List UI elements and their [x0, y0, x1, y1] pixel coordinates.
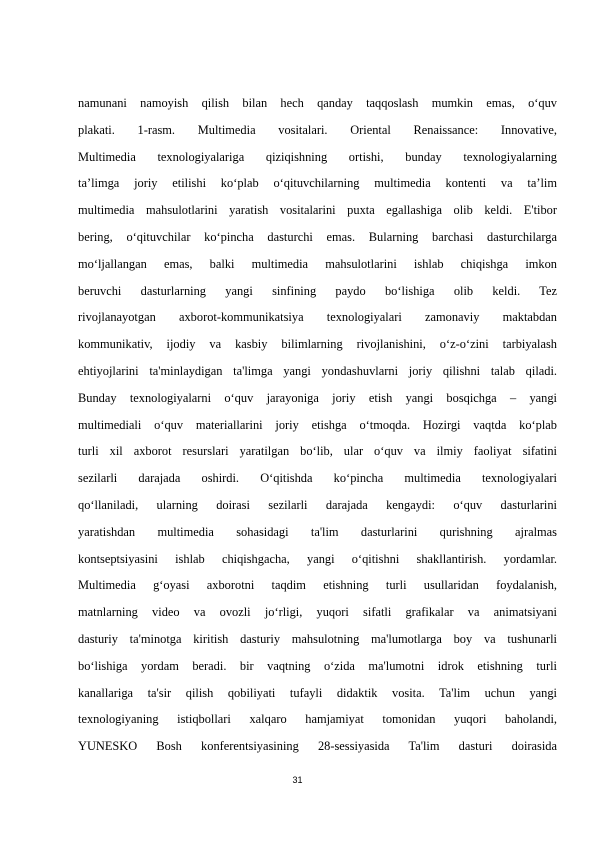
text-line: plakati. 1-rasm. Multimedia vositalari. Oriental Renaissance: Innovative, [78, 122, 557, 137]
text-line: turli xil axborot resurslari yaratilgan bo‘lib, ular o‘quv va ilmiy faoliyat sifatini [78, 444, 557, 459]
text-line: multimedia mahsulotlarini yaratish vositalarini puxta egallashiga olib keldi. E'tibor [78, 203, 557, 218]
page-number: 31 [292, 775, 303, 785]
text-line: qo‘llaniladi, ularning doirasi sezilarli darajada kengaydi: o‘quv dasturlarini [78, 497, 557, 512]
text-line: beruvchi dasturlarning yangi sinfining paydo bo‘lishiga olib keldi. Tez [78, 283, 557, 298]
text-line: Multimedia texnologiyalariga qiziqishning ortishi, bunday texnologiyalarning [78, 149, 557, 164]
text-line: Bunday texnologiyalarni o‘quv jarayoniga joriy etish yangi bosqichga – yangi [78, 390, 557, 405]
text-line: bo‘lishiga yordam beradi. bir vaqtning o‘zida ma'lumotni idrok etishning turli [78, 658, 557, 673]
text-line: kommunikativ, ijodiy va kasbiy bilimlarning rivojlanishini, o‘z-o‘zini tarbiyalash [78, 337, 557, 352]
text-line: namunani namoyish qilish bilan hech qanday taqqoslash mumkin emas, o‘quv [78, 96, 557, 110]
text-line: sezilarli darajada oshirdi. O‘qitishda ko‘pincha multimedia texnologiyalari [78, 471, 557, 486]
text-line: rivojlanayotgan axborot-kommunikatsiya texnologiyalari zamonaviy maktabdan [78, 310, 557, 325]
text-line: ta’limga joriy etilishi ko‘plab o‘qituvchilarning multimedia kontenti va ta’lim [78, 176, 557, 191]
text-line: texnologiyaning istiqbollari xalqaro hamjamiyat tomonidan yuqori baholandi, [78, 712, 557, 727]
text-line: multimediali o‘quv materiallarini joriy etishga o‘tmoqda. Hozirgi vaqtda ko‘plab [78, 417, 557, 432]
text-line: matnlarning video va ovozli jo‘rligi, yuqori sifatli grafikalar va animatsiyani [78, 605, 557, 620]
text-line: yaratishdan multimedia sohasidagi ta'lim dasturlarini qurishning ajralmas [78, 524, 557, 539]
text-line: kanallariga ta'sir qilish qobiliyati tufayli didaktik vosita. Ta'lim uchun yangi [78, 685, 557, 700]
body-text [78, 90, 557, 760]
text-line: kontseptsiyasini ishlab chiqishgacha, yangi o‘qitishni shakllantirish. yordamlar. [78, 551, 557, 566]
text-line: ehtiyojlarini ta'minlaydigan ta'limga yangi yondashuvlarni joriy qilishni talab qiladi. [78, 363, 557, 378]
text-line: YUNESKO Bosh konferentsiyasining 28-sessiyasida Ta'lim dasturi doirasida [78, 739, 557, 754]
text-line: Multimedia g‘oyasi axborotni taqdim etishning turli usullaridan foydalanish, [78, 578, 557, 593]
text-line: bering, o‘qituvchilar ko‘pincha dasturchi emas. Bularning barchasi dasturchilarga [78, 229, 557, 244]
text-line: dasturiy ta'minotga kiritish dasturiy mahsulotning ma'lumotlarga boy va tushunarli [78, 631, 557, 646]
text-line: mo‘ljallangan emas, balki multimedia mahsulotlarini ishlab chiqishga imkon [78, 256, 557, 271]
